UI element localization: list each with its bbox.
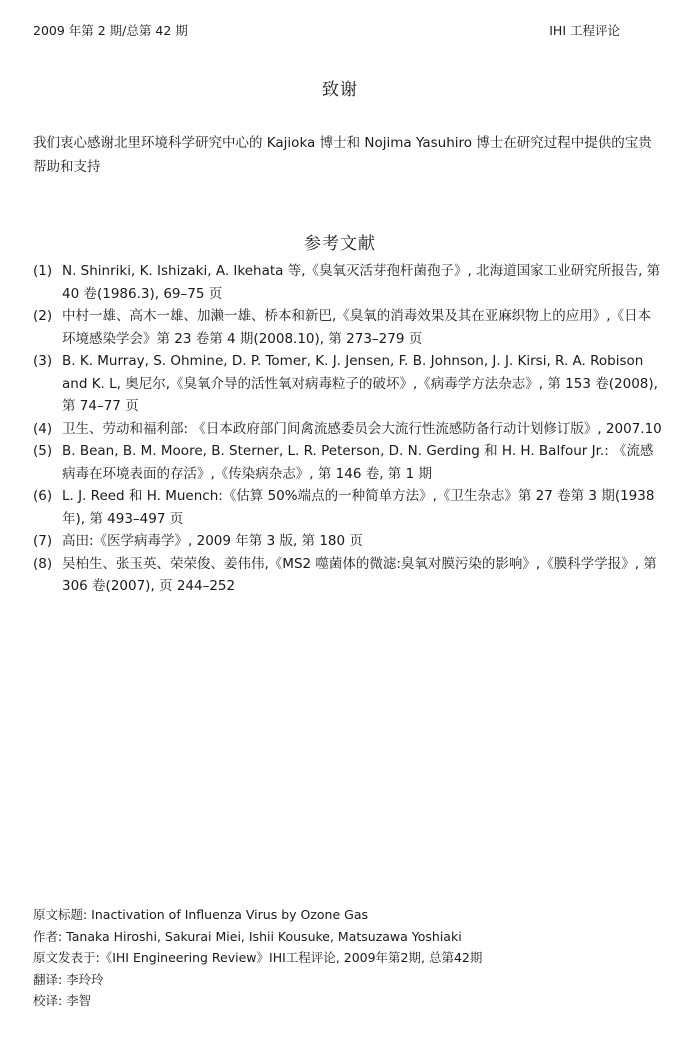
reference-number: (2) — [33, 308, 53, 324]
reference-text: N. Shinriki, K. Ishizaki, A. Ikehata 等,《臭氧灭活芽孢杆菌孢子》, 北海道国家工业研究所报告, 第 40 卷(1986.3), 69–75 页 — [62, 263, 661, 302]
reference-item — [33, 485, 663, 530]
reference-text: 高田:《医学病毒学》, 2009 年第 3 版, 第 180 页 — [62, 533, 363, 549]
reference-item — [33, 418, 663, 441]
reference-item — [33, 553, 663, 598]
reference-text: B. Bean, B. M. Moore, B. Sterner, L. R. Peterson, D. N. Gerding 和 H. H. Balfour Jr.: 《流感病毒在环境表面的存活》,《传染病杂志》, 第 146 卷, 第 1 期 — [62, 443, 654, 482]
reference-text: B. K. Murray, S. Ohmine, D. P. Tomer, K. J. Jensen, F. B. Johnson, J. J. Kirsi, R. A. Robison and K. L, 奥尼尔,《臭氧介导的活性氧对病毒粒子的破坏》,《病毒学方法杂志》, 第 153 卷(2008), 第 74–77 页 — [62, 353, 658, 414]
proofreader: 校译: 李智 — [33, 993, 92, 1008]
reference-number: (6) — [33, 488, 53, 504]
reference-text: 吴柏生、张玉英、荣荣俊、姜伟伟,《MS2 噬菌体的微滤:臭氧对膜污染的影响》,《膜科学学报》, 第 306 卷(2007), 页 244–252 — [62, 555, 657, 594]
reference-list — [33, 260, 663, 598]
reference-number: (1) — [33, 263, 53, 279]
original-authors: 作者: Tanaka Hiroshi, Sakurai Miei, Ishii Kousuke, Matsuzawa Yoshiaki — [33, 928, 462, 944]
reference-item — [33, 440, 663, 485]
reference-number: (4) — [33, 420, 53, 437]
reference-number: (7) — [33, 533, 53, 549]
reference-text: L. J. Reed 和 H. Muench:《估算 50%端点的一种简单方法》,《卫生杂志》第 27 卷第 3 期(1938 年), 第 493–497 页 — [62, 488, 655, 527]
reference-item — [33, 530, 663, 553]
reference-number: (3) — [33, 353, 53, 369]
references-title: 参考文献 — [304, 234, 376, 254]
reference-item — [33, 260, 663, 305]
reference-text: 中村一雄、高木一雄、加濑一雄、桥本和新巴,《臭氧的消毒效果及其在亚麻织物上的应用》,《日本环境感染学会》第 23 卷第 4 期(2008.10), 第 273–279 页 — [62, 308, 652, 347]
acknowledgement-body: 我们衷心感谢北里环境科学研究中心的 Kajioka 博士和 Nojima Yasuhiro 博士在研究过程中提供的宝贵帮助和支持 — [33, 135, 652, 175]
journal-name: IHI 工程评论 — [549, 23, 620, 38]
reference-item — [33, 350, 663, 418]
acknowledgement-title: 致谢 — [322, 80, 358, 100]
running-header — [33, 21, 620, 39]
original-title: 原文标题: Inactivation of Influenza Virus by Ozone Gas — [33, 907, 369, 922]
translator: 翻译: 李玲玲 — [33, 971, 104, 987]
translation-info — [33, 904, 482, 1012]
reference-number: (8) — [33, 555, 53, 572]
reference-number: (5) — [33, 443, 53, 459]
issue-info: 2009 年第 2 期/总第 42 期 — [33, 23, 188, 38]
original-publication: 原文发表于:《IHI Engineering Review》IHI工程评论, 2009年第2期, 总第42期 — [33, 950, 483, 965]
reference-text: 卫生、劳动和福利部: 《日本政府部门间禽流感委员会大流行性流感防备行动计划修订版》, 2007.10 — [62, 420, 662, 437]
reference-item — [33, 305, 663, 350]
